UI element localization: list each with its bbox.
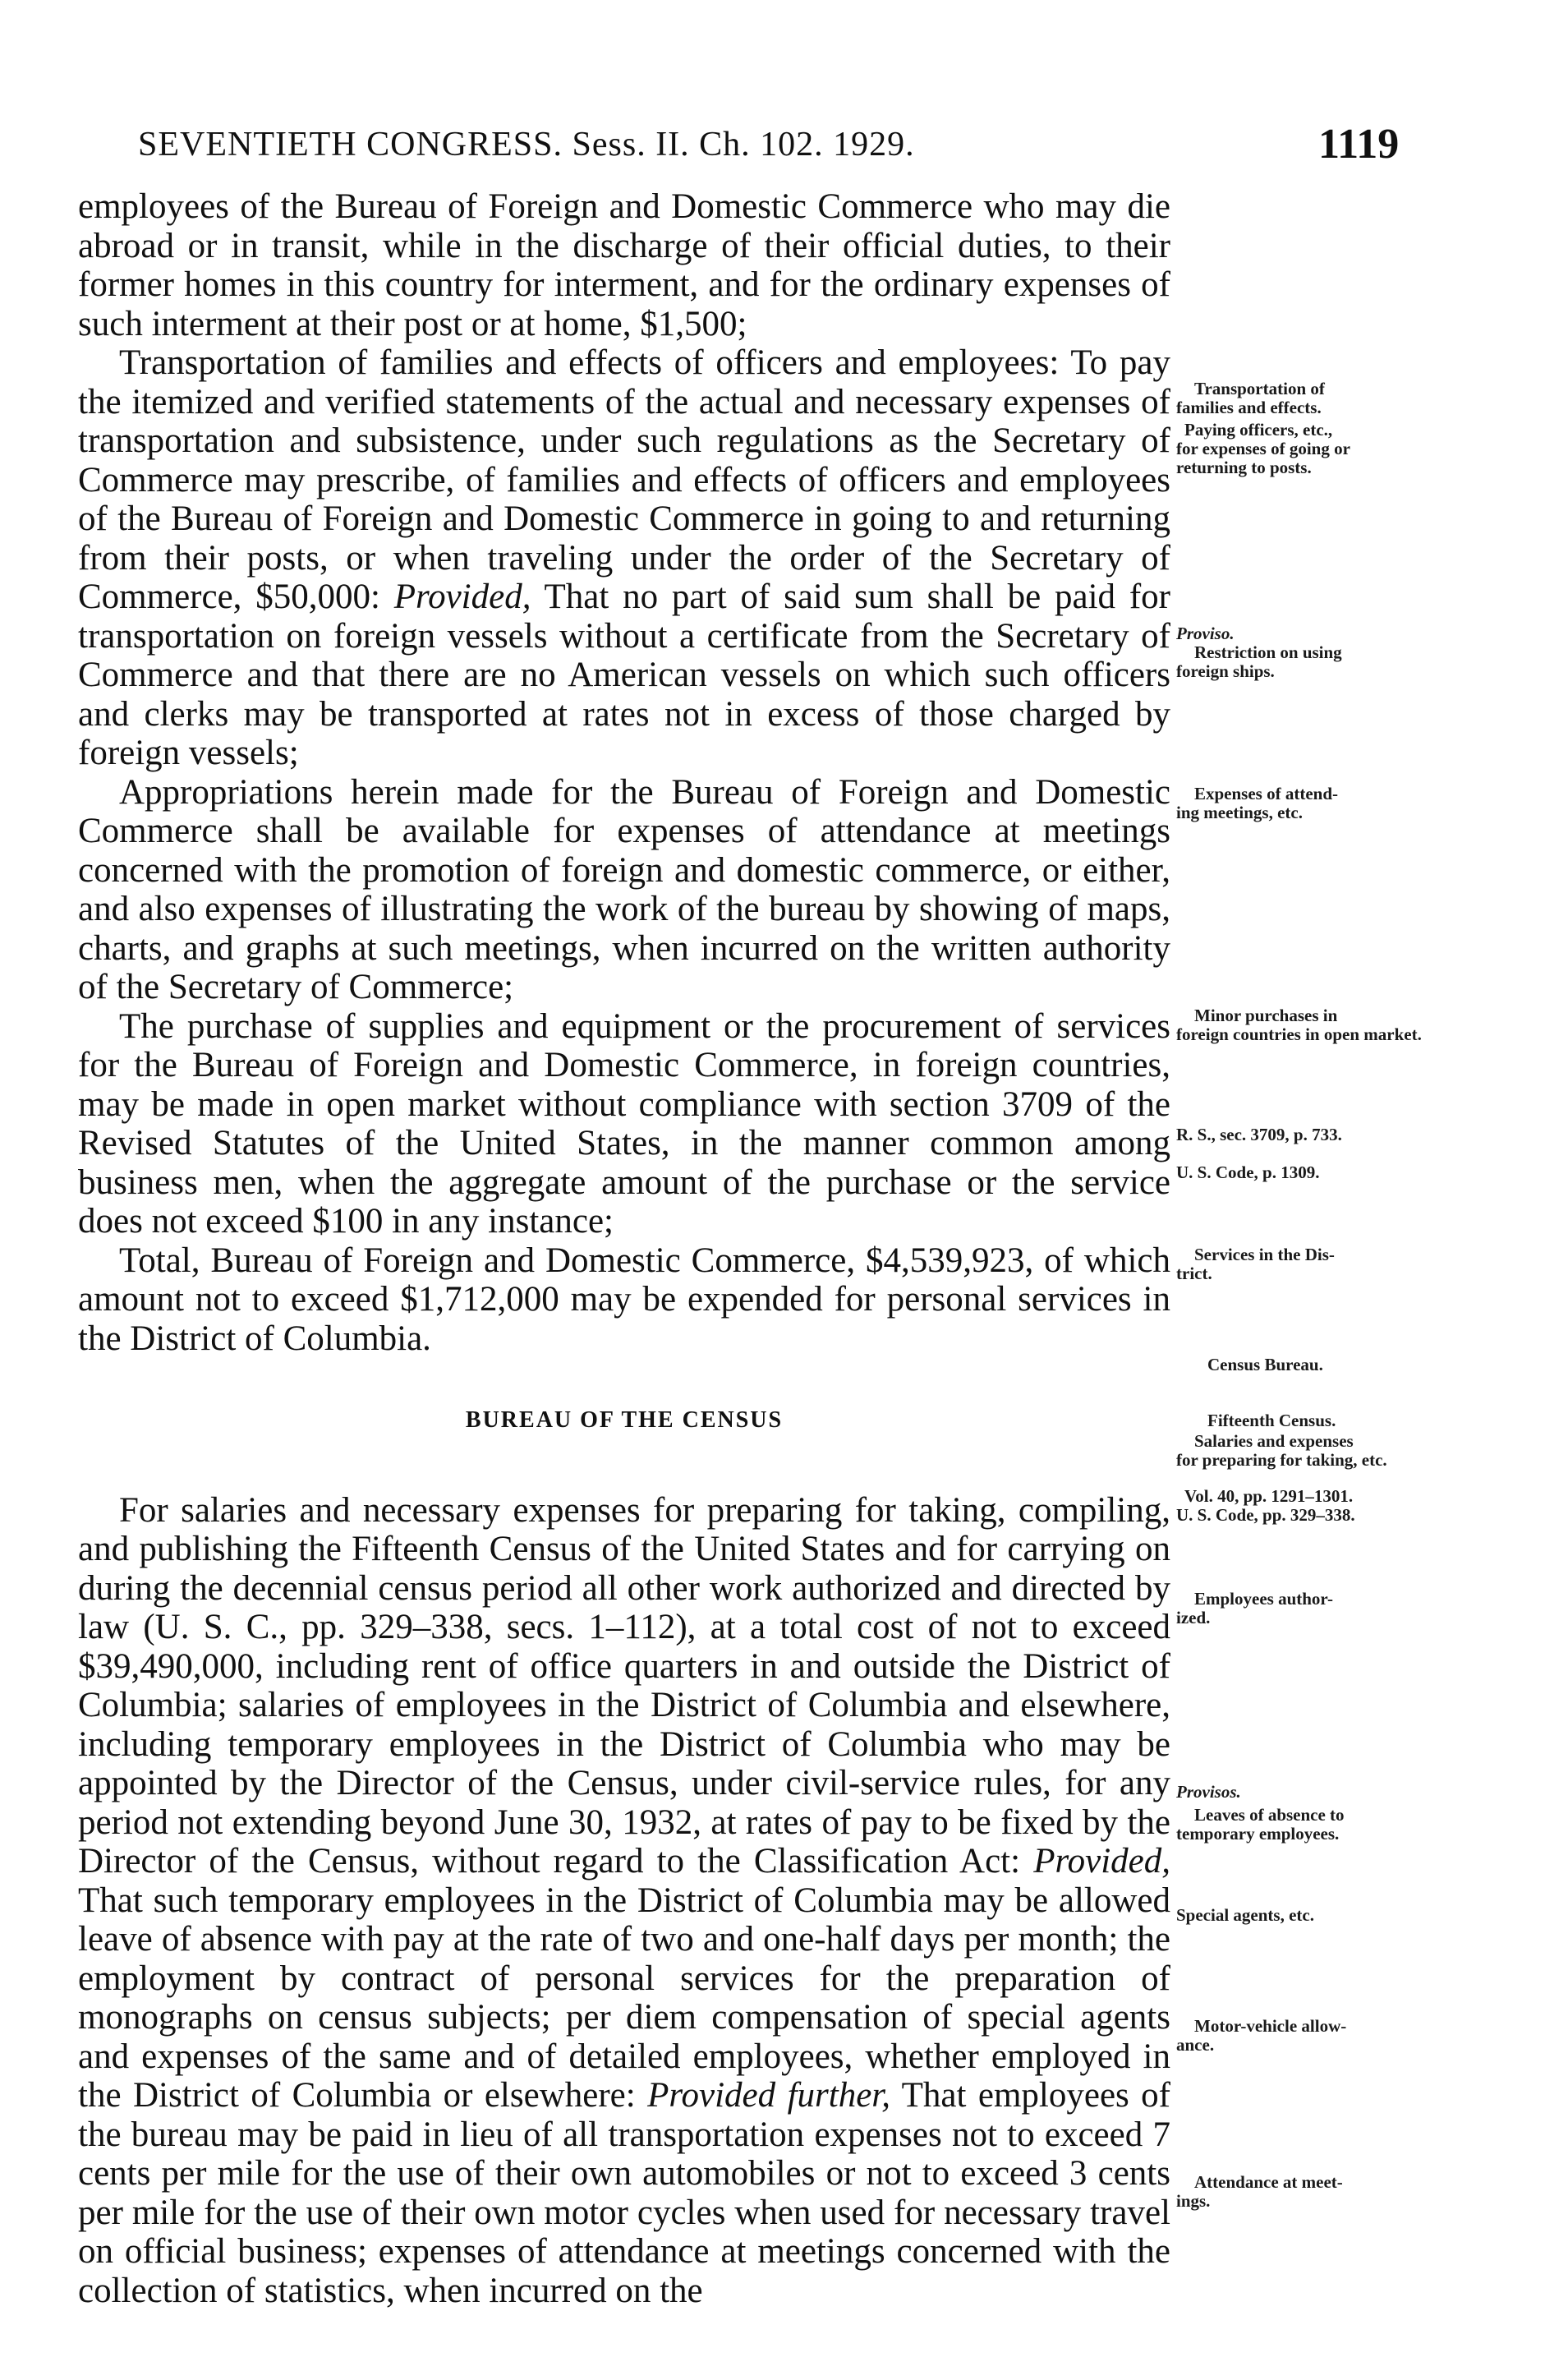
page-number: 1119 <box>1318 121 1400 168</box>
census-further: That employees of the bureau may be paid in lieu of all transportation expenses not to exceed 7 cents per mile for the use of their own automobiles or not to exceed 3 cents per mile for the use of their own motor cycles when used for necessary travel on official business; expenses of attendance at meetings concerned with the collection of statistics, when incurred on the <box>78 2076 1170 2310</box>
sidenote-salaries: Salaries and expenses for preparing for taking, etc. <box>1176 1431 1387 1470</box>
sidenote-attendance: Attendance at meet- ings. <box>1176 2172 1343 2211</box>
sidenote-employees: Employees author- ized. <box>1176 1589 1333 1627</box>
sidenote-census: Census Bureau. <box>1207 1355 1323 1374</box>
provided-further-term: Provided further, <box>647 2076 890 2115</box>
census-text: For salaries and necessary expenses for preparing for taking, compiling, and publishing the Fifteenth Census of the United States and for carrying on during the decennial census period all other work authorized and directed by law (U. S. C., pp. 329–338, secs. 1–112), at a total cost of not to exceed $39,490,000, including rent of office quarters in and outside the District of Columbia; salaries of employees in the District of Columbia and elsewhere, including temporary employees in the District of Columbia who may be appointed by the Director of the Census, under civil-service rules, for any period not extending beyond June 30, 1932, at rates of pay to be fixed by the Director of the Census, without regard to the Classification Act: <box>78 1490 1170 1881</box>
sidenote-usc: U. S. Code, p. 1309. <box>1176 1162 1320 1182</box>
sidenote-expenses: Expenses of attend- ing meetings, etc. <box>1176 784 1339 822</box>
sidenote-leaves: Leaves of absence to temporary employees. <box>1176 1805 1345 1844</box>
section-heading: BUREAU OF THE CENSUS <box>465 1407 784 1433</box>
sidenote-transportation: Transportation of families and effects. <box>1176 379 1325 417</box>
transportation-text: Transportation of families and effects of officers and employees: To pay the itemized and verified statements of the actual and necessary expenses of transportation and subsistence, under such regulations as the Secretary of Commerce may prescribe, of families and effects of officers and employees of the Bureau of Foreign and Domestic Commerce in going to and returning from their posts, or when traveling under the order of the Secretary of Commerce, $50,000: <box>78 343 1170 616</box>
sidenote-vol: Vol. 40, pp. 1291–1301. U. S. Code, pp. 329–338. <box>1176 1486 1355 1525</box>
paragraph-transportation <box>78 343 1170 773</box>
census-proviso: That such temporary employees in the District of Columbia may be allowed leave of absence with pay at the rate of two and one-half days per month; the employment by contract of personal services for the preparation of monographs on census subjects; per diem compensation of special agents and expenses of the same and of detailed employees, whether employed in the District of Columbia or elsewhere: <box>78 1881 1170 2115</box>
paragraph-appropriations: Appropriations herein made for the Bureau of Foreign and Domestic Commerce shall be available for expenses of attendance at meetings concerned with the promotion of foreign and domestic commerce, or either, and also expenses of illustrating the work of the bureau by showing of maps, charts, and graphs at such meetings, when incurred on the written authority of the Secretary of Commerce; <box>78 772 1170 1006</box>
sidenote-special: Special agents, etc. <box>1176 1905 1314 1925</box>
sidenote-fifteenth: Fifteenth Census. <box>1207 1411 1336 1430</box>
sidenote-paying: Paying officers, etc., for expenses of going or returning to posts. <box>1176 420 1350 477</box>
paragraph-purchases: The purchase of supplies and equipment or the procurement of services for the Bureau of Foreign and Domestic Commerce, in foreign countries, may be made in open market without compliance with section 3709 of the Revised Statutes of the United States, in the manner common among business men, when the aggregate amount of the purchase or the service does not exceed $100 in any instance; <box>78 1006 1170 1241</box>
paragraph-interment: employees of the Bureau of Foreign and Domestic Commerce who may die abroad or in transit, while in the discharge of their official duties, to their former homes in this country for interment, and for the ordinary expenses of such interment at their post or at home, $1,500; <box>78 187 1170 343</box>
sidenote-motor: Motor-vehicle allow- ance. <box>1176 2016 1347 2055</box>
sidenote-minor: Minor purchases in foreign countries in open market. <box>1176 1006 1422 1044</box>
sidenote-restriction: Restriction on using foreign ships. <box>1176 642 1342 681</box>
running-head: SEVENTIETH CONGRESS. Sess. II. Ch. 102. 1929. <box>138 126 915 163</box>
paragraph-census <box>78 1491 1170 2311</box>
transportation-proviso: That no part of said sum shall be paid for transportation on foreign vessels without a certificate from the Secretary of Commerce and that there are no American vessels on which such officers and clerks may be transported at rates not in excess of those charged by foreign vessels; <box>78 578 1170 772</box>
sidenote-provisos: Provisos. <box>1176 1782 1241 1802</box>
sidenote-rs: R. S., sec. 3709, p. 733. <box>1176 1125 1342 1144</box>
sidenote-proviso: Proviso. <box>1176 624 1235 643</box>
sidenote-services: Services in the Dis- trict. <box>1176 1245 1335 1283</box>
main-text <box>78 187 1170 2310</box>
page-header <box>0 0 1545 181</box>
provided-term: Provided, <box>393 578 531 616</box>
provided-term-2: Provided, <box>1033 1842 1170 1881</box>
paragraph-total: Total, Bureau of Foreign and Domestic Commerce, $4,539,923, of which amount not to exceed $1,712,000 may be expended for personal services in the District of Columbia. <box>78 1241 1170 1358</box>
